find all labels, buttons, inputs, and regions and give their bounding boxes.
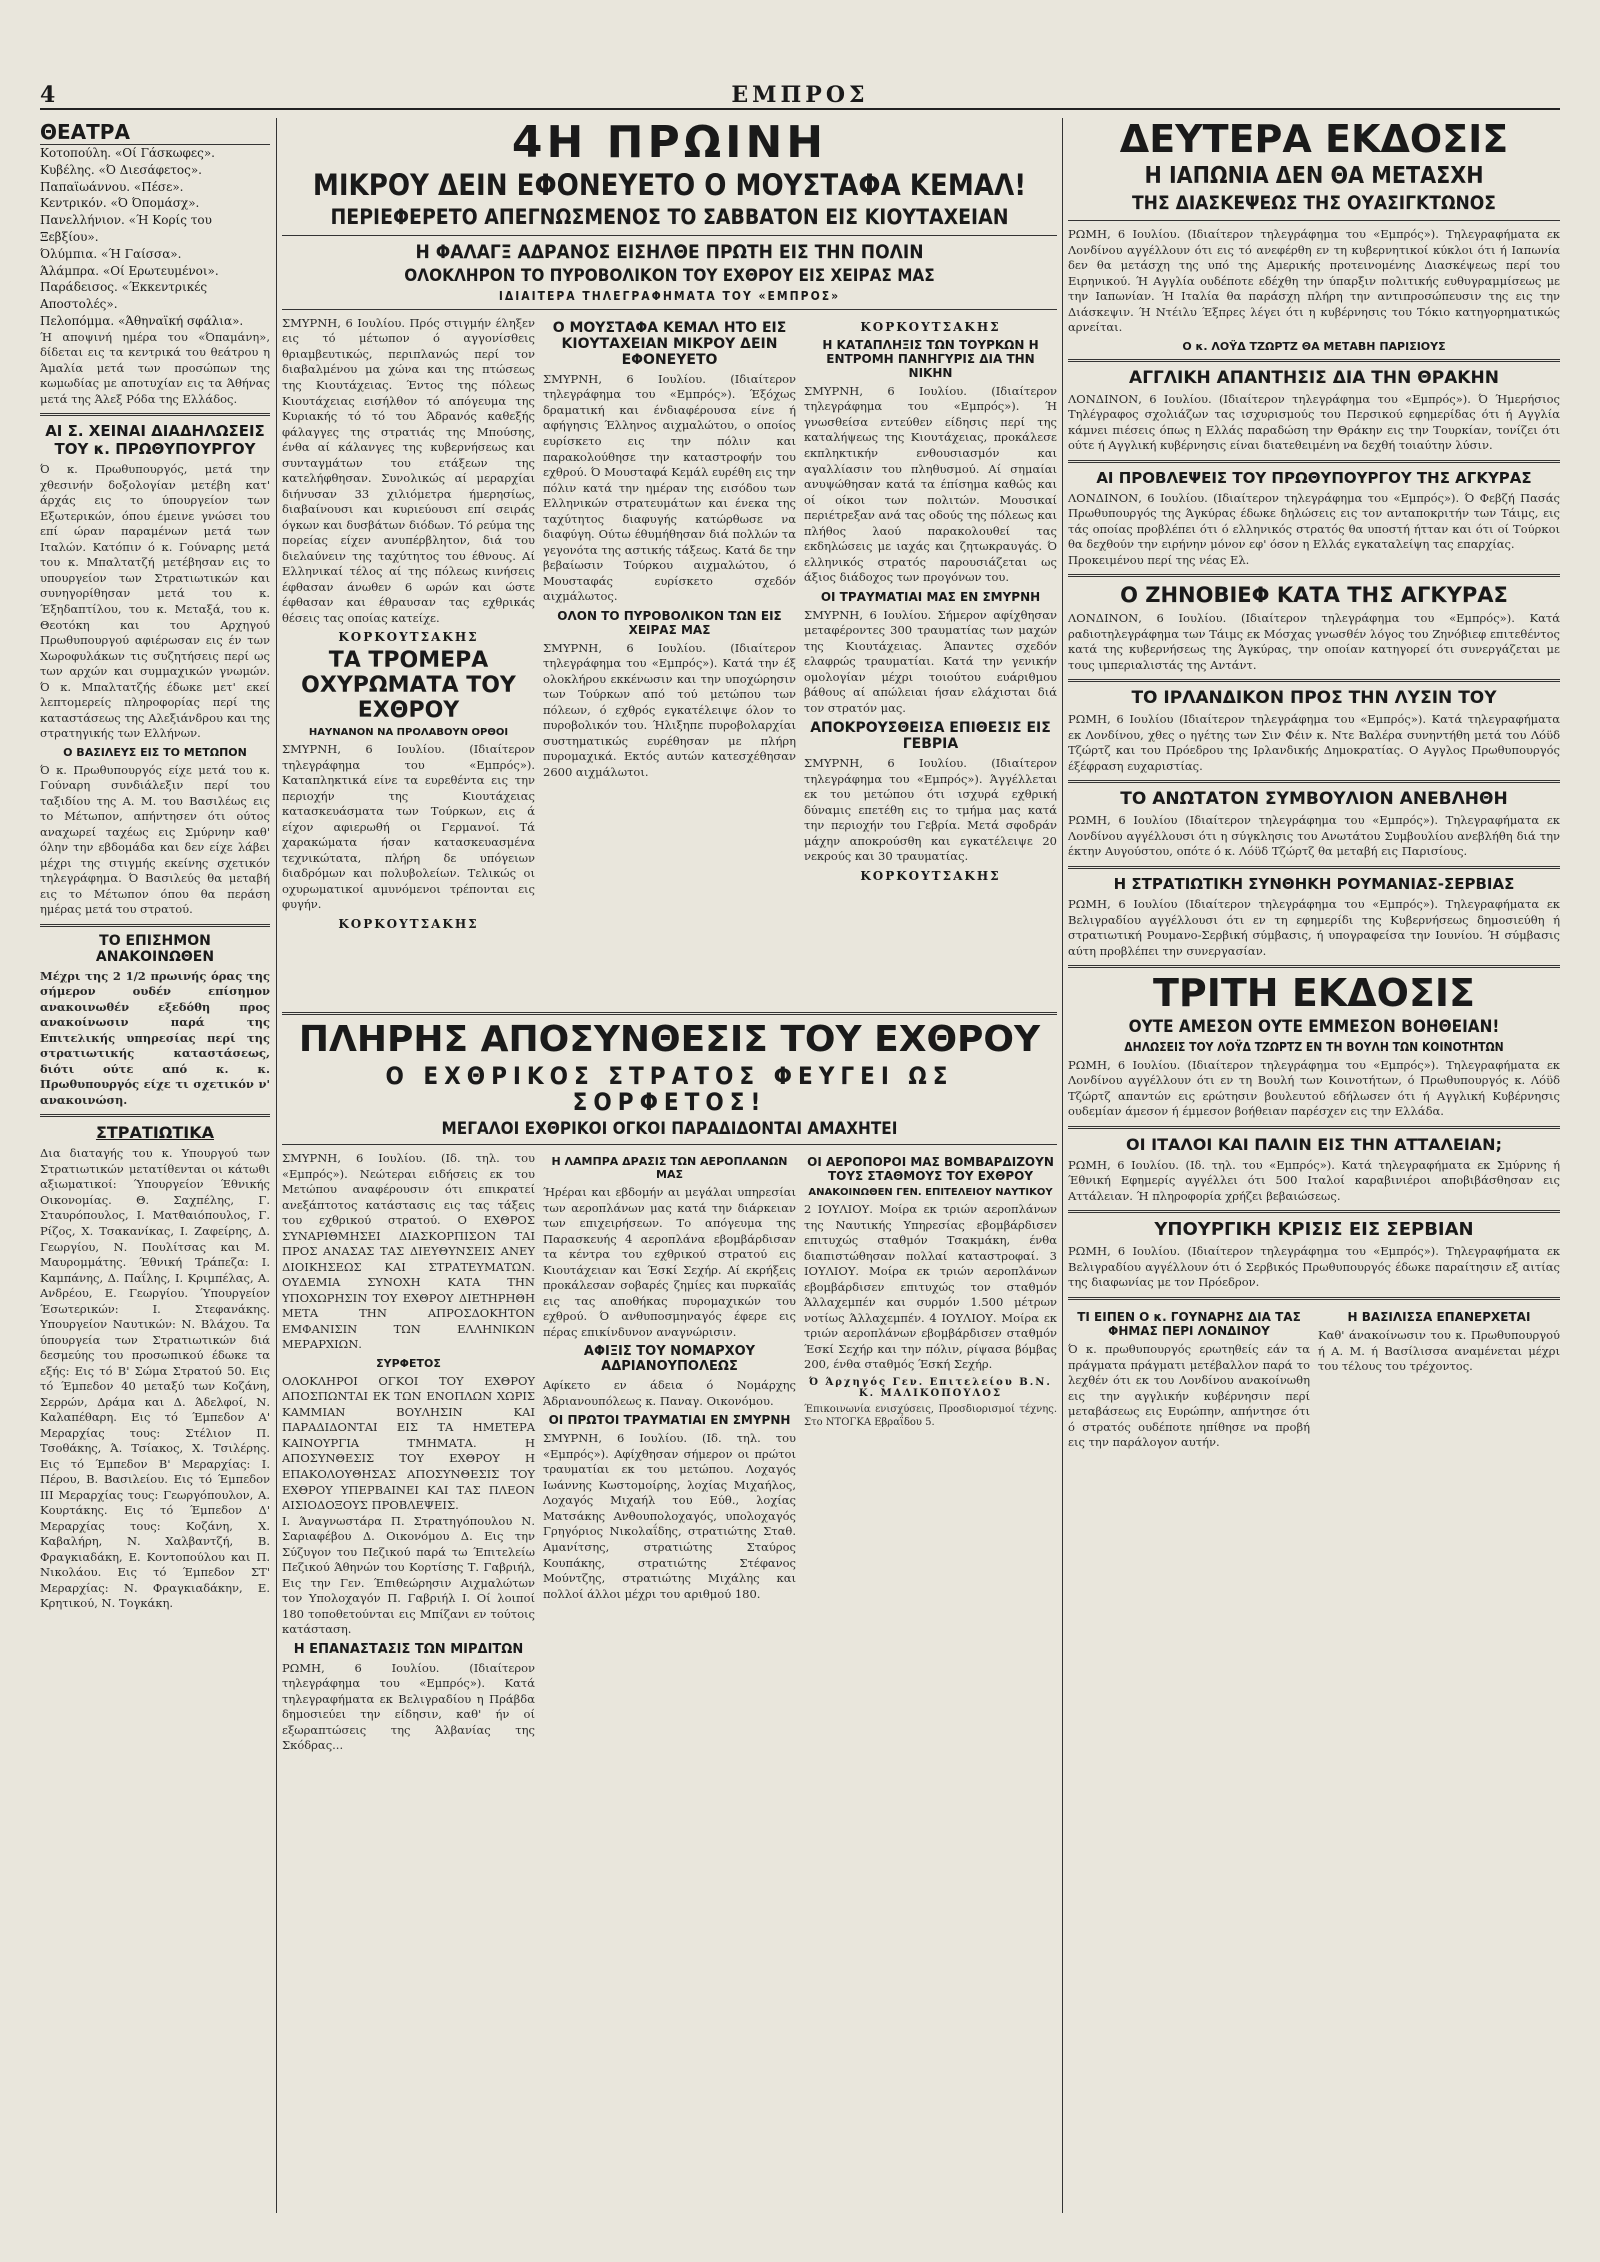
article-body: ΣΜΥΡΝΗ, 6 Ιουλίου. (Ιδιαίτερον τηλεγράφημα του «Εμπρός»). Ή γνωσθείσα εντεύθεν είδησις περί της καταλήψεως της Κιουτάχειας, προκάλεσε εκπληκτικήν ενθουσιασμόν και αγαλλίασιν του πληθυσμού. Αί σημαίαι ανυψώθησαν κατά τα έπίσημα καθώς και οί οίκοι των πολιτών. Μουσικαί περιέτρεξαν ανά τας οδούς της πόλεως και πλήθος λαού παρακολουθεί τας εκδηλώσεις με ιαχάς και ζητωκραυγάς. Ό ελληνικός στρατός παρουσιάζεται ως άξιος διάδοχος των προγόνων του.	[804, 383, 1057, 585]
headline-japan: Η ΙΑΠΩΝΙΑ ΔΕΝ ΘΑ ΜΕΤΑΣΧΗ	[1144, 162, 1484, 189]
article-subheading: Η ΛΑΜΠΡΑ ΔΡΑΣΙΣ ΤΩΝ ΑΕΡΟΠΛΑΝΩΝ ΜΑΣ	[551, 1155, 788, 1182]
page-number: 4	[40, 82, 56, 108]
theatre-listing: Πανελλήνιον. «Ή Κορίς του Ξεβξίου».	[40, 213, 212, 244]
theatre-list	[40, 145, 270, 330]
edition-heading: 4Η ΠΡΩΙΝΗ	[511, 120, 828, 168]
theatre-listing: Όλύμπια. «Ή Γαίσσα».	[40, 246, 182, 261]
article-heading: ΟΙ ΤΡΑΥΜΑΤΙΑΙ ΜΑΣ ΕΝ ΣΜΥΡΝΗ	[820, 589, 1041, 604]
signature: ΚΟΡΚΟΥΤΣΑΚΗΣ	[338, 630, 479, 645]
article-column-2	[543, 316, 796, 1006]
top-articles	[282, 316, 1057, 1006]
article-heading: ΟΙ ΠΡΩΤΟΙ ΤΡΑΥΜΑΤΙΑΙ ΕΝ ΣΜΥΡΝΗ	[548, 1413, 791, 1428]
column-divider	[1062, 118, 1063, 2213]
article-heading: ΟΙ ΑΕΡΟΠΟΡΟΙ ΜΑΣ ΒΟΜΒΑΡΔΙΖΟΥΝ ΤΟΥΣ ΣΤΑΘΜΟΥΣ ΤΟΥ ΕΧΘΡΟΥ	[807, 1155, 1054, 1184]
left-column	[40, 120, 270, 2210]
signature: ΚΟΡΚΟΥΤΣΑΚΗΣ	[860, 868, 1001, 883]
king-body: Ό κ. Πρωθυπουργός είχε μετά του κ. Γούναρη συνδιάλεξιν περί του ταξιδίου της Α. Μ. του Βασιλέως εις το Μέτωπον, απήντησεν ότι ούτος αναχωρεί ταχέως εις Σμύρνην καθ' όλην την εβδομάδα και δεν είχε λάβει μέχρι της στιγμής εκείνης σχετικόν τηλεγράφημα. Ό Βασιλεύς θα μεταβή εις το Μέτωπον όπου θα περάση ημέρας μετά του στρατού.	[40, 762, 270, 917]
article-heading: Ο ΜΟΥΣΤΑΦΑ ΚΕΜΑΛ ΗΤΟ ΕΙΣ ΚΙΟΥΤΑΧΕΙΑΝ ΜΙΚΡΟΥ ΔΕΙΝ ΕΦΟΝΕΥΕΤΟ	[552, 319, 787, 368]
article-column-1	[282, 316, 535, 1006]
headline-adranos: Η ΦΑΛΑΓΞ ΑΔΡΑΝΟΣ ΕΙΣΗΛΘΕ ΠΡΩΤΗ ΕΙΣ ΤΗΝ ΠΟΛΙΝ	[415, 241, 924, 264]
article-body: ΣΜΥΡΝΗ, 6 Ιουλίου. (Ιδιαίτερον τηλεγράφημα του «Εμπρός»). Άγγέλλεται εκ του μετώπου ότι ισχυρά εχθρική δύναμις επετέθη εις το τμήμα μας κατά την περιοχήν του Γεβρία. Μετά σφοδράν μάχην αποκρούσθη και εγκατέλειψε 20 νεκρούς και 30 τραυματίας.	[804, 756, 1057, 864]
article-body: ΡΩΜΗ, 6 Ιουλίου. (Ιδιαίτερον τηλεγράφημα του «Εμπρός»). Τηλεγραφήματα εκ Λονδίνου αγγέλλουν ότι εν τη Βουλή των Κοινοτήτων, ό Πρωθυπουργός κ. Λόϋδ Τζώρτζ απαντών εις ερώτησιν βουλευτού εδήλωσεν ότι ή Αγγλική Κυβέρνησις ουδεμίαν άμεσον ή έμμεσον βοήθειαν παρέσχεν εις την Ελλάδα.	[1068, 1057, 1560, 1119]
article-heading: ΥΠΟΥΡΓΙΚΗ ΚΡΙΣΙΣ ΕΙΣ ΣΕΡΒΙΑΝ	[1154, 1219, 1474, 1241]
banner-subheadline: Ο ΕΧΘΡΙΚΟΣ ΣΤΡΑΤΟΣ ΦΕΥΓΕΙ ΩΣ ΣΟΡΦΕΤΟΣ!	[385, 1061, 954, 1117]
article-heading: Η ΒΑΣΙΛΙΣΣΑ ΕΠΑΝΕΡΧΕΤΑΙ	[1347, 1309, 1531, 1324]
article-heading: Η ΕΠΑΝΑΣΤΑΣΙΣ ΤΩΝ ΜΙΡΔΙΤΩΝ	[293, 1641, 524, 1657]
article-heading: Ο ΖΗΝΟΒΙΕΦ ΚΑΤΑ ΤΗΣ ΑΓΚΥΡΑΣ	[1120, 583, 1508, 608]
article-heading: Η ΣΤΡΑΤΙΩΤΙΚΗ ΣΥΝΘΗΚΗ ΡΟΥΜΑΝΙΑΣ-ΣΕΡΒΙΑΣ	[1113, 875, 1515, 893]
theatre-listing: Κεντρικόν. «Ό Όπομάσχ».	[40, 196, 200, 211]
article-heading: ΑΦΙΞΙΣ ΤΟΥ ΝΟΜΑΡΧΟΥ ΑΔΡΙΑΝΟΥΠΟΛΕΩΣ	[583, 1344, 756, 1375]
article-body: ΛΟΝΔΙΝΟΝ, 6 Ιουλίου. (Ιδιαίτερον τηλεγράφημα του «Εμπρός»). Ό Ήμερήσιος Τηλέγραφος σχολιάζων τας ισχυρισμούς του Περσικού εφημερίδας ότι ή Αγγλία κάμνει πιέσεις όπως η Ελλάς παραδώση την Θράκην εις την Τουρκίαν, τονίζει ότι ούτε ή Αγγλική κυβέρνησις είναι διατεθειμένη να δεχθή τοιαύτην λύσιν.	[1068, 391, 1560, 453]
article-body: ΡΩΜΗ, 6 Ιουλίου (Ιδιαίτερον τηλεγράφημα του «Εμπρός»). Τηλεγραφήματα εκ Λονδίνου αγγέλλουσι ότι η σύγκλησις του Ανωτάτου Συμβουλίου ανεβλήθη διά την έκτην Αυγούστου, οπότε ό κ. Λόϋδ Τζώρτζ θα μεταβή εις Παρισίους.	[1068, 813, 1560, 859]
headline-declarations: ΔΗΛΩΣΕΙΣ ΤΟΥ ΛΟΫΔ ΤΖΩΡΤΖ ΕΝ ΤΗ ΒΟΥΛΗ ΤΩΝ ΚΟΙΝΟΤΗΤΩΝ	[1124, 1039, 1504, 1054]
article-body: Ήρέραι και εβδομήν αι μεγάλαι υπηρεσίαι των αεροπλάνων μας κατά την διάρκειαν των επιχειρήσεων. Το απόγευμα της Παρασκευής 4 αεροπλάνα εβομβάρδισαν τα κέντρα του εχθρικού στρατού εις Κιουτάχειαν και Έσκί Σεχήρ. Αί εκρήξεις προκάλεσαν σοβαρές ζημίες και πυρκαϊάς εις τας αποθήκας πυρομαχικών του εχθρού. Ό ανθυποσμηναγός έφερε εις πέρας επικίνδυνον αναγνώρισιν.	[543, 1185, 796, 1339]
right-column	[1068, 120, 1560, 2210]
article-subheading: ΗΑΥΝΑΝΟΝ ΝΑ ΠΡΟΛΑΒΟΥΝ ΟΡΘΟΙ	[308, 727, 509, 739]
article-body: 2 ΙΟΥΛΙΟΥ. Μοίρα εκ τριών αεροπλάνων της Ναυτικής Υπηρεσίας εβομβάρδισεν επιτυχώς σταθμόν Τσακμάκη, ένθα διαπιστώθησαν πολλαί καταστροφαί. 3 ΙΟΥΛΙΟΥ. Μοίρα εκ τριών αεροπλάνων εβομβάρδισεν επιτυχώς τον σταθμόν Άλλαχεμπέν και συρμόν 1.500 μέτρων νοτίως Άλλαχεμπέν. 4 ΙΟΥΛΙΟΥ. Μοίρα εκ τριών αεροπλάνων εβομβάρδισεν σταθμόν Έσκί Σεχήρ και την πόλιν, ρίψασα βόμβας 200, ένθα σταθμός Έσκή Σεχήρ.	[804, 1202, 1057, 1372]
article-heading: ΟΙ ΙΤΑΛΟΙ ΚΑΙ ΠΑΛΙΝ ΕΙΣ ΤΗΝ ΑΤΤΑΛΕΙΑΝ;	[1126, 1134, 1502, 1154]
article-subheading: ΣΥΡΦΕΤΟΣ	[376, 1356, 441, 1370]
article-note: Προκειμένου περί της νέας Ελ.	[1068, 552, 1250, 567]
article-body: ΣΜΥΡΝΗ, 6 Ιουλίου. (Ιδιαίτερον τηλεγράφημα του «Εμπρός»). Καταπληκτικά είνε τα ευρεθέντα εις την περιοχήν της Κιουτάχειας κατασκευάσματα των Τούρκων, εις ά είχον αφιερωθή οι Γερμανοί. Τά χαρακώματα ήσαν κατασκευασμένα τεχνικώτατα, πλήρη δε υπόγειων διαδρόμων και πολυβολείων. Τελικώς οι οχυρωματικοί αμυνόμενοι τρέπονται εις φυγήν.	[282, 742, 535, 912]
theatre-listing: Κοτοπούλη. «Οί Γάσκωφες».	[40, 146, 215, 160]
theatre-listing: Παπαϊωάννου. «Πέσε».	[40, 179, 184, 194]
headline-kemal: ΜΙΚΡΟΥ ΔΕΙΝ ΕΦΟΝΕΥΕΤΟ Ο ΜΟΥΣΤΑΦΑ ΚΕΜΑΛ!	[312, 168, 1027, 203]
article-subheading: ΑΝΑΚΟΙΝΩΘΕΝ ΓΕΝ. ΕΠΙΤΕΛΕΙΟΥ ΝΑΥΤΙΚΟΥ	[808, 1187, 1053, 1199]
article-body: ΟΛΟΚΛΗΡΟΙ ΟΓΚΟΙ ΤΟΥ ΕΧΘΡΟΥ ΑΠΟΣΠΩΝΤΑΙ ΕΚ ΤΩΝ ΕΝΟΠΛΩΝ ΧΩΡΙΣ ΚΑΜΜΙΑΝ ΒΟΥΛΗΣΙΝ ΚΑΙ ΠΑΡΑΔΙΔΟΝΤΑΙ ΕΙΣ ΤΑ ΗΜΕΤΕΡΑ ΚΑΙΝΟΥΡΓΙΑ ΤΜΗΜΑΤΑ. Η ΑΠΟΣΥΝΘΕΣΙΣ ΤΟΥ ΕΧΘΡΟΥ Η ΕΠΑΚΟΛΟΥΘΗΣΑΣ ΑΠΟΣΥΝΘΕΣΙΣ ΤΟΥ ΕΧΘΡΟΥ ΥΠΕΡΒΑΙΝΕΙ ΚΑΙ ΤΑΣ ΠΛΕΟΝ ΑΙΣΙΟΔΟΞΟΥΣ ΠΡΟΒΛΕΨΕΙΣ.	[282, 1373, 535, 1513]
column-divider	[276, 118, 277, 2213]
article-column-2	[1318, 1306, 1560, 1451]
article-subheading: Ο κ. ΛΟΫΔ ΤΖΩΡΤΖ ΘΑ ΜΕΤΑΒΗ ΠΑΡΙΣΙΟΥΣ	[1182, 339, 1446, 353]
official-heading: ΤΟ ΕΠΙΣΗΜΟΝ ΑΝΑΚΟΙΝΩΘΕΝ	[95, 932, 215, 965]
banner-headline: ΠΛΗΡΗΣ ΑΠΟΣΥΝΘΕΣΙΣ ΤΟΥ ΕΧΘΡΟΥ	[298, 1018, 1041, 1060]
article-column-1	[1068, 1306, 1310, 1451]
article-body: Ό κ. πρωθυπουργός ερωτηθείς εάν τα πράγματα πράγματι μετέβαλλον παρά το λεχθέν ότι εκ του Λονδίνου ανακοίνωθη εις την αγγλικήν κυβέρνησιν περί μεταβάσεως εις Ευρώπην, απήντησε ότι ό στρατός ουδέποτε ηπίθησε να προβή εις την παράλογον αυτήν.	[1068, 1341, 1310, 1450]
article-body: Αφίκετο εν άδεια ό Νομάρχης Άδριανουπόλεως κ. Παναγ. Οικονόμου.	[543, 1378, 796, 1408]
article-heading: ΤΟ ΑΝΩΤΑΤΟΝ ΣΥΜΒΟΥΛΙΟΝ ΑΝΕΒΛΗΘΗ	[1120, 789, 1508, 810]
article-heading: ΑΠΟΚΡΟΥΣΘΕΙΣΑ ΕΠΙΘΕΣΙΣ ΕΙΣ ΓΕΒΡΙΑ	[810, 720, 1051, 753]
paper-name: ΕΜΠΡΟΣ	[731, 82, 869, 108]
article-heading: ΤΟ ΙΡΛΑΝΔΙΚΟΝ ΠΡΟΣ ΤΗΝ ΛΥΣΙΝ ΤΟΥ	[1131, 688, 1497, 709]
theatre-heading: ΘΕΑΤΡΑ	[40, 120, 270, 145]
article-heading: ΤΑ ΤΡΟΜΕΡΑ ΟΧΥΡΩΜΑΤΑ ΤΟΥ ΕΧΘΡΟΥ	[301, 648, 516, 724]
bottom-articles	[282, 1151, 1057, 1754]
military-heading: ΣΤΡΑΤΙΩΤΙΚΑ	[95, 1123, 215, 1143]
military-body: Δια διαταγής του κ. Υπουργού των Στρατιωτικών μετατίθενται οι κάτωθι αξιωματικοί: Ύπουργείον Έθνικής Οικονομίας. Θ. Σαχπέλης, Γ. Σταυρόπουλος, Ι. Ματθαιόπουλος, Γ. Ρίζος, Χ. Τσακανίκας, Ι. Ζαφείρης, Δ. Γεωργίου, Ν. Πουλίτσας και Μ. Μαυρομμάτης. Έθνική Τράπεζα: Ι. Καμπάνης, Δ. Παΐλης, Ι. Κριμπέλας, Α. Ανδρέου, Ε. Γεωργίου. Ύπουργείον Έσωτερικών: Ι. Στεφανάκης. Υπουργείον Ναυτικών: Ν. Βλάχου. Τα ύπουργεία των Στρατιωτικών διά δεσμεύης του προσωπικού έδωκε τα εξής: Εις τό Β' Σώμα Στρατού 50. Εις τό Έμπεδον 40 μεταξύ των Κοζάνη, Σερρών, Δράμα και Δ. Άδελφοί, Ν. Καλαπέθαρη. Εις τό Έμπεδον Α' Μεραρχίας τους: Στέλιον Π. Τσοθάκης, Ά. Τσίακος, Χ. Τσιλέρης. Εις τό Έμπεδον Β' Μεραρχίας: Ι. Πέρου, Β. Βασιλείου. Εις τό Έμπεδον ΙΙΙ Μεραρχίας τους: Γεωργόπουλον, Α. Κουρτάκης. Εις τό Έμπεδον Δ' Μεραρχίας τους: Κοζάνη, Χ. Καβαλήρη, Ν. Χαλβαντζή, Β. Φραγκιαδάκη, Ε. Κοντοπούλου και Π. Νικολάου. Εις τό Έμπεδον ΣΤ' Μεραρχίας: Ν. Φραγκιαδάκην, Ε. Κρητικού, Ν. Τογκάκη.	[40, 1146, 270, 1611]
masthead	[40, 82, 1560, 110]
headline-washington: ΤΗΣ ΔΙΑΣΚΕΨΕΩΣ ΤΗΣ ΟΥΑΣΙΓΚΤΩΝΟΣ	[1132, 192, 1496, 215]
article-body: ΛΟΝΔΙΝΟΝ, 6 Ιουλίου. (Ιδιαίτερον τηλεγράφημα του «Εμπρός»). Ό Φεβζή Πασάς Πρωθυπουργός της Άγκύρας έδωκε δηλώσεις εις τον ανταποκριτήν των Τάιμς, εις τάς οποίας προβλέπει ότι ό ελληνικός στρατός θα υποστή ήτταν και ότι οί Τούρκοι θα δεχθούν την ειρήνην μόνον εφ' όσον η Ελλάς εγκαταλείψη τας επαρχίας.	[1068, 490, 1560, 552]
headline-no-aid: ΟΥΤΕ ΑΜΕΣΟΝ ΟΥΤΕ ΕΜΜΕΣΟΝ ΒΟΗΘΕΙΑΝ!	[1128, 1016, 1500, 1037]
official-body: Μέχρι της 2 1/2 πρωινής όρας της σήμερον ουδέν επίσημον ανακοινωθέν εξεδόθη προς ανακοίνωσιν παρά της Επιτελικής υπηρεσίας περί της στρατιωτικής καταστάσεως, διότι ούτε από κ. κ. Πρωθυπουργός είχε τι σχετικόν ν' ανακοινώση.	[40, 968, 270, 1107]
article-body: Καθ' άνακοίνωσιν του κ. Πρωθυπουργού ή Α. Μ. ή Βασίλισσα αναμένεται μέχρι του τέλους του τρέχοντος.	[1318, 1327, 1560, 1374]
theatre-body: Ή αποψινή ημέρα του «Όπαμάνη», δίδεται εις τα κεντρικά του θεάτρου η Άμαλία μετά των προσώπων της κωμωδίας με αποτυχίαν εις τα Άθήνας μετά της Άλεξ Ρόδα της Ελλάδος.	[40, 329, 270, 406]
theatre-listing: Κυβέλης. «Ό Διεσάφετος».	[40, 162, 202, 177]
signature: ΚΟΡΚΟΥΤΣΑΚΗΣ	[860, 319, 1001, 334]
article-heading: ΤΙ ΕΙΠΕΝ Ο κ. ΓΟΥΝΑΡΗΣ ΔΙΑ ΤΑΣ ΦΗΜΑΣ ΠΕΡΙ ΛΟΝΔΙΝΟΥ	[1077, 1309, 1301, 1338]
signature: Ό Άρχηγός Γεν. Επιτελείου Β.Ν. Κ. ΜΑΛΙΚΟΠΟΥΛΟΣ	[809, 1376, 1052, 1399]
edition-heading: ΔΕΥΤΕΡΑ ΕΚΔΟΣΙΣ	[1119, 120, 1509, 161]
article-body: ΡΩΜΗ, 6 Ιουλίου (Ιδιαίτερον τηλεγράφημα του «Εμπρός»). Τηλεγραφήματα εκ Βελιγραδίου αγγέλλουσι ότι εν τη εφημερίδι της Κυβερνήσεως δημοσιεύθη ή στρατιωτική Ρουμανο-Σερβική σύμβασις, ή υπογραφείσα την Ιουνίου. Ή σύμβασις αύτη προβλέπει την συνεργασίαν.	[1068, 897, 1560, 958]
article-body: ΡΩΜΗ, 6 Ιουλίου (Ιδιαίτερον τηλεγράφημα του «Εμπρός»). Κατά τηλεγραφήματα εκ Λονδίνου, χθες ο ηγέτης των Σιν Φέιν κ. Ντε Βαλέρα συνηντήθη μετά του Λόϋδ Τζώρτζ και του Πρόεδρου της Ιρλανδικής Δημοκρατίας. Ο Αγγλος Πρωθυπουργός έξέφραση ευχαριστίας.	[1068, 712, 1560, 773]
politics-body: Ό κ. Πρωθυπουργός, μετά την χθεσινήν δοξολογίαν μετέβη κατ' άρχάς εις το ύπουργείον των Εξωτερικών, όπου έμεινε γνώσει του επί ώραν παραμένων μετά των Ιταλών. Κατόπιν ό κ. Γούναρης μετά του κ. Μπαλτατζή μετέβησαν εις το υπουργείον των Στρατιωτικών και συνηγορίθησαν μετά του κ. Έξηδαπτίλου, του κ. Μεταξά, του κ. Θεοτόκη και του Αρχηγού Πρωθυπουργού αφιέρωσαν εις έν των Χωροφυλάκων τις συζητήσεις περί ως των αρχών και συμμαχικών γνωμών. Ό κ. Μπαλτατζής έδωκε μετ' εκεί λεπτομερείς πληροφορίας περί της καταστάσεως της Αλεξιάνδρου και της στρατηγικής των Ελλήνων.	[40, 462, 270, 741]
footer-note: Έπικοινωνία ενισχύσεις, Προσδιορισμοί τέχνης. Στο ΝΤΟΓΚΑ Εβραΐδου 5.	[804, 1403, 1057, 1429]
special-dispatches-label: ΙΔΙΑΙΤΕΡΑ ΤΗΛΕΓΡΑΦΗΜΑΤΑ ΤΟΥ «ΕΜΠΡΟΣ»	[498, 288, 841, 303]
article-heading: ΟΛΟΝ ΤΟ ΠΥΡΟΒΟΛΙΚΟΝ ΤΩΝ ΕΙΣ ΧΕΙΡΑΣ ΜΑΣ	[557, 608, 782, 637]
headline-kiutaxeia: ΠΕΡΙΕΦΕΡΕΤΟ ΑΠΕΓΝΩΣΜΕΝΟΣ ΤΟ ΣΑΒΒΑΤΟΝ ΕΙΣ ΚΙΟΥΤΑΧΕΙΑΝ	[330, 205, 1009, 230]
theatre-listing: Πελοπόμμα. «Άθηναϊκή σφάλια».	[40, 313, 244, 328]
article-body: ΣΜΥΡΝΗ, 6 Ιουλίου. (Ιδ. τηλ. του «Εμπρός»). Αφίχθησαν σήμερον οι πρώτοι τραυματίαι εκ του μετώπου. Λοχαγός Ιωάννης Κωστομοίρης, λοχίας Μιχαήλος, Λοχαγός Μιχαήλ του Εύθ., λοχίας Ματσάκης Ανθουπολοχαγός, υπολοχαγός Γρηγόριος Νικολαΐδης, στρατιώτης Σταθ. Αμανίτσης, στρατιώτης Σταύρος Κουπάκης, στρατιώτης Στέφανος Μούντζης, στρατιώτης Μιχάλης και πολλοί άλλοι μέχρι του αριθμού 180.	[543, 1431, 796, 1601]
article-body: ΡΩΜΗ, 6 Ιουλίου. (Ιδιαίτερον τηλεγράφημα του «Εμπρός»). Τηλεγραφήματα εκ Λονδίνου αγγέλλουν ότι εις τό ανεφέρθη εν τη κυβερνητικοί κύκλοι ότι ή Ιαπωνία δεν θα μετάσχη της υπό της Αμερικής προτεινομένης Διασκέψεως περί του Ειρηνικού. Ή Αγγλία ουδέποτε εδέχθη την ύπαρξιν πολιτικής ευθυγραμμίσεως με την Ιαπωνίαν. Ή Ιταλία θα παράσχη πλήρη την αντιπροσώπευσιν της εις την Διάσκεψιν. Ή Ντέιλυ Έξπρες λέγει ότι η κυβέρνησις του Τόκιο κατηγορηματικώς αρνείται.	[1068, 227, 1560, 335]
article-heading: ΑΓΓΛΙΚΗ ΑΠΑΝΤΗΣΙΣ ΔΙΑ ΤΗΝ ΘΡΑΚΗΝ	[1129, 367, 1499, 388]
center-column	[282, 120, 1057, 2210]
article-heading: Η ΚΑΤΑΠΛΗΞΙΣ ΤΩΝ ΤΟΥΡΚΩΝ Η ΕΝΤΡΟΜΗ ΠΑΝΗΓΥΡΙΣ ΔΙΑ ΤΗΝ ΝΙΚΗΝ	[822, 337, 1039, 380]
theatre-listing: Παράδεισος. «Έκκεντρικές Αποστολές».	[40, 280, 208, 312]
article-body: ΡΩΜΗ, 6 Ιουλίου. (Ιδιαίτερον τηλεγράφημα του «Εμπρός»). Τηλεγραφήματα εκ Βελιγραδίου αγγέλλουν ότι ό Σερβικός Πρωθυπουργός έδωκε παραίτησιν εξ αιτίας της διαφωνίας με τον Πρόεδρον.	[1068, 1244, 1560, 1290]
banner-subheadline-2: ΜΕΓΑΛΟΙ ΕΧΘΡΙΚΟΙ ΟΓΚΟΙ ΠΑΡΑΔΙΔΟΝΤΑΙ ΑΜΑΧΗΤΕΙ	[441, 1118, 898, 1139]
article-body: ΡΩΜΗ, 6 Ιουλίου. (Ιδ. τηλ. του «Εμπρός»). Κατά τηλεγραφήματα εκ Σμύρνης ή Έθνική Εφημερίς αγγέλλει ότι 500 Ιταλοί καραβινιέροι αποβιβάσθησαν εις Αττάλειαν. Ή πληροφορία χρήζει βεβαιώσεως.	[1068, 1157, 1560, 1203]
article-body: ΛΟΝΔΙΝΟΝ, 6 Ιουλίου. (Ιδιαίτερον τηλεγράφημα του «Εμπρός»). Κατά ραδιοτηλεγράφημα των Τάιμς εκ Μόσχας γνωσθέν λόγος του Ζηνόβιεφ επιτεθέντος κατά της κυβερνήσεως της Άγκύρας, την οποίαν κατηγορεί ότι συνεργάζεται με τους ιμπεριαλιστάς της Αντάντ.	[1068, 611, 1560, 672]
article-body: Ι. Άναγνωστάρα Π. Στρατηγόπουλου Ν. Σαριαφέβου Δ. Οικονόμου Δ. Εις την Σύζυγον του Πεζικού παρά τω Έπιτελείω Πεζικού Άθηνών του Κορτίσης Τ. Γαβριήλ, Εις την Γεν. Έπιθεώρησιν Αιχμαλώτων τον Υπολοχαγόν Π. Γαβριήλ Ι. Οί λοιποί 180 τοποθετούνται εις Μπίζανι εν τούτοις κατάσταση.	[282, 1513, 535, 1637]
article-body: ΣΜΥΡΝΗ, 6 Ιουλίου. (Ιδιαίτερον τηλεγράφημα του «Εμπρός»). Έξόχως δραματική και ένδιαφέρουσα είνε ή αφήγησις Έλληνος αιχμαλώτου, ο οποίος ευρίσκετο εις την πόλιν και παρακολούθησε την καταστροφήν του εχθρού. Ό Μουσταφά Κεμάλ ευρέθη εις την πόλιν κατά την ημέραν της εισόδου των Ελληνικών στρατευμάτων και ένεκα της ταχύτητος διαφυγής κατώρθωσε να διαφύγη. Ούτω έθυμήθησαν διά πολλών τα γεγονότα της αστικής τάξεως. Κατά δε την βεβαίωσιν Τούρκου αιχμαλώτου, ό Μουσταφάς ευρίσκετο σχεδόν αιχμάλωτος.	[543, 371, 796, 604]
headline-artillery: ΟΛΟΚΛΗΡΟΝ ΤΟ ΠΥΡΟΒΟΛΙΚΟΝ ΤΟΥ ΕΧΘΡΟΥ ΕΙΣ ΧΕΙΡΑΣ ΜΑΣ	[404, 266, 935, 287]
edition-heading-2: ΤΡΙΤΗ ΕΚΔΟΣΙΣ	[1152, 971, 1476, 1016]
article-body: ΡΩΜΗ, 6 Ιουλίου. (Ιδιαίτερον τηλεγράφημα του «Εμπρός»). Κατά τηλεγραφήματα εκ Βελιγραδίου η Πράβδα δημοσιεύει την είδησιν, καθ' ήν οί εξωραπτώσεις της Άλβανίας της Σκόδρας...	[282, 1660, 535, 1753]
theatre-listing: Άλάμπρα. «Οί Ερωτευμένοι».	[40, 263, 219, 278]
article-heading: ΑΙ ΠΡΟΒΛΕΨΕΙΣ ΤΟΥ ΠΡΩΘΥΠΟΥΡΓΟΥ ΤΗΣ ΑΓΚΥΡΑΣ	[1096, 468, 1532, 487]
article-column-3	[804, 1151, 1057, 1754]
article-body: ΣΜΥΡΝΗ, 6 Ιουλίου. (Ιδιαίτερον τηλεγράφημα του «Εμπρός»). Κατά την έξ ολοκλήρου εκκένωσιν και την υποχώρησιν των Τούρκων από τού μετώπου των πόλεων, ό εχθρός εγκατέλειψε όλον το πυροβολικόν του. Ήλιξηπε πυροβολαρχίαι συστηματικώς ευρέθησαν με πλήρη πυρομαχικά. Εκτός αυτών κατεσχέθησαν 2600 αιχμάλωτοι.	[543, 640, 796, 779]
article-body: ΣΜΥΡΝΗ, 6 Ιουλίου. Πρός στιγμήν έληξεν εις τό μέτωπον ό αγγονίσθεις θριαμβευτικώς, περιπλανώς περί τον διαβαλμένου μα χώνα και της πτώσεως της Κιουτάχειας. Έντος της πόλεως Κιουτάχειας εισήλθον τό απόγευμα της Κυριακής τό τό του Άδρανός καθεξής φάλαγγες της στρατιάς της Μπούσης, ένθα αί κάλανγες της κυβερνήσεως και συνταγμάτων του ετάξεων της κατελήφθησαν. Συνολικώς αί μεραρχίαι διήνυσαν 33 χιλιόμετρα ήμερησίως, διαβαίνουσι και κυριεύουσι επί σειράς όγκων και δυσβάτων διόδων. Τό ρεύμα της πορείας είχεν ανυπέρβλητον, διά του διελαύνειν της ταχύτητος του έθνους. Αί Ελληνικαί τέλος αί της πόλεως κινήσεις έφθασαν άνωθεν 6 ωρών και ώστε έφθασαν και έθραυσαν τας εχθρικάς θέσεις τας οποίας κατείχε.	[282, 315, 535, 625]
article-column-3	[804, 316, 1057, 1006]
king-subheading: Ο ΒΑΣΙΛΕΥΣ ΕΙΣ ΤΟ ΜΕΤΩΠΟΝ	[63, 745, 247, 759]
politics-heading: ΑΙ Σ. ΧΕΙΝΑΙ ΔΙΑΔΗΛΩΣΕΙΣ ΤΟΥ κ. ΠΡΩΘΥΠΟΥΡΓΟΥ	[45, 422, 265, 459]
bottom-right-articles	[1068, 1306, 1560, 1451]
signature: ΚΟΡΚΟΥΤΣΑΚΗΣ	[338, 916, 479, 931]
article-body: ΣΜΥΡΝΗ, 6 Ιουλίου. Σήμερον αφίχθησαν μεταφέροντες 300 τραυματίας των μαχών της Κιουτάχειας. Άπαντες σχεδόν ελαφρώς τραυματίαι. Κατά την γενικήν ομολογίαν μέχρι τοιούτου ευάριθμου βάθους αί απώλειαι ήσαν ελάχισται διά τον στρατόν μας.	[804, 607, 1057, 715]
article-column-2	[543, 1151, 796, 1754]
article-body: ΣΜΥΡΝΗ, 6 Ιουλίου. (Ιδ. τηλ. του «Εμπρός»). Νεώτεραι ειδήσεις εκ του Μετώπου αναφέρουσιν ότι επικρατεί ανεξάπτοτος κατάστασις εις τας τάξεις του εχθρικού στρατού. Ο ΕΧΘΡΟΣ ΣΥΝΑΡΙΘΜΗΣΕΙ ΔΙΑΣΚΟΡΠΙΣΟΝ ΤΑΙ ΠΡΟΣ ΑΝΑΣΑΣ ΤΑΣ ΔΙΕΥΘΥΝΣΕΙΣ ΑΝΕΥ ΔΙΟΙΚΗΣΕΩΣ ΚΑΙ ΣΤΡΑΤΕΥΜΑΤΩΝ. ΟΥΔΕΜΙΑ ΣΥΝΟΧΗ ΚΑΤΑ ΤΗΝ ΥΠΟΧΩΡΗΣΙΝ ΤΟΥ ΕΧΘΡΟΥ ΔΙΕΤΗΡΗΘΗ ΜΕΤΑ ΤΗΝ ΑΠΡΟΣΔΟΚΗΤΟΝ ΕΜΦΑΝΙΣΙΝ ΤΩΝ ΕΛΛΗΝΙΚΩΝ ΜΕΡΑΡΧΙΩΝ.	[282, 1151, 535, 1352]
article-column-1	[282, 1151, 535, 1754]
